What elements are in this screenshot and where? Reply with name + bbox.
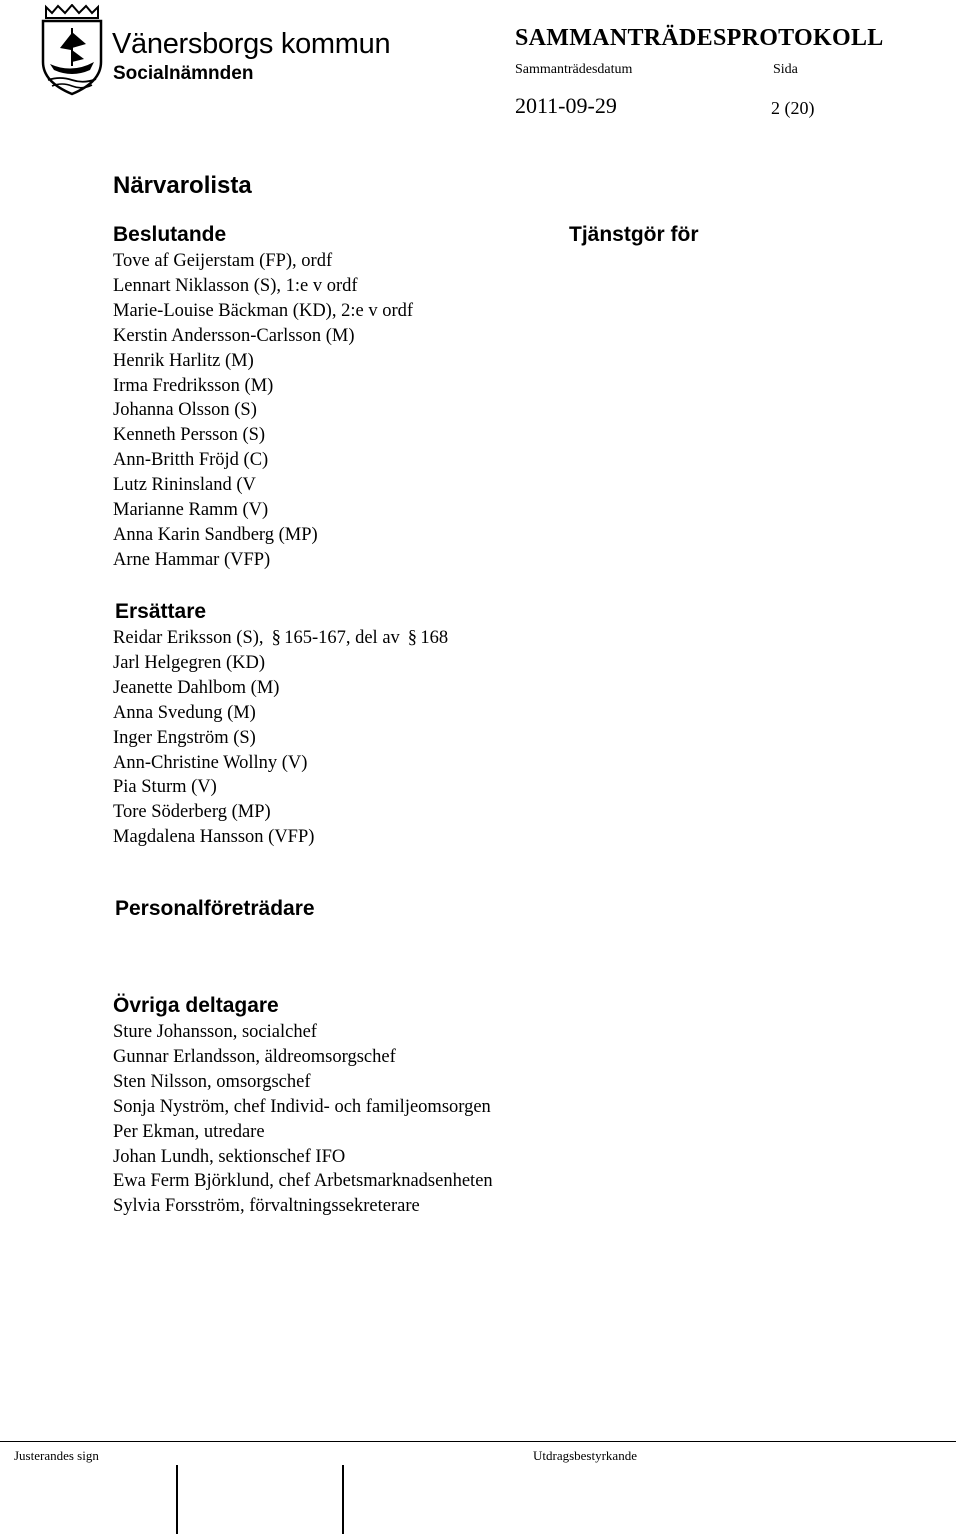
list-item: Per Ekman, utredare xyxy=(113,1121,265,1142)
list-item: Magdalena Hansson (VFP) xyxy=(113,827,315,848)
ersattare-list xyxy=(113,626,448,850)
justerandes-sign-label: Justerandes sign xyxy=(14,1448,99,1463)
list-item: Kenneth Persson (S) xyxy=(113,425,266,446)
list-item: Irma Fredriksson (M) xyxy=(113,375,274,396)
meeting-date-label: Sammanträdesdatum xyxy=(515,62,633,77)
paragraph-item: 168 xyxy=(420,628,449,648)
list-item: Johan Lundh, sektionschef IFO xyxy=(113,1146,346,1167)
paragraph-range: 165-167, del av xyxy=(284,628,400,648)
meeting-date: 2011-09-29 xyxy=(515,93,617,118)
footer-divider xyxy=(0,1441,956,1442)
page-label: Sida xyxy=(773,62,798,77)
list-item: Jeanette Dahlbom (M) xyxy=(113,677,280,698)
list-item: Lutz Rininsland (V xyxy=(113,475,256,496)
list-item: Ann-Britth Fröjd (C) xyxy=(113,450,269,471)
list-item: Tove af Geijerstam (FP), ordf xyxy=(113,251,333,271)
document-type-title: SAMMANTRÄDESPROTOKOLL xyxy=(515,25,884,51)
personal-heading: Personalföreträdare xyxy=(115,897,315,920)
ovriga-list xyxy=(113,1020,493,1219)
list-item: Sture Johansson, socialchef xyxy=(113,1022,317,1042)
list-item: Ann-Christine Wollny (V) xyxy=(113,752,308,773)
list-item: Gunnar Erlandsson, äldreomsorgschef xyxy=(113,1046,396,1067)
list-item: Marianne Ramm (V) xyxy=(113,500,269,521)
list-item: Henrik Harlitz (M) xyxy=(113,350,254,371)
list-item: Sylvia Forsström, förvaltningssekreterare xyxy=(113,1196,420,1217)
list-item: Tore Söderberg (MP) xyxy=(113,802,271,823)
ersattare-name: Reidar Eriksson (S), xyxy=(113,628,264,648)
beslutande-heading: Beslutande xyxy=(113,223,227,246)
page-title: Närvarolista xyxy=(113,172,252,199)
list-item xyxy=(113,626,448,651)
list-item: Anna Karin Sandberg (MP) xyxy=(113,524,318,545)
list-item: Marie-Louise Bäckman (KD), 2:e v ordf xyxy=(113,300,414,321)
list-item: Johanna Olsson (S) xyxy=(113,400,257,421)
list-item: Sten Nilsson, omsorgschef xyxy=(113,1071,311,1092)
list-item: Anna Svedung (M) xyxy=(113,702,256,723)
list-item: Arne Hammar (VFP) xyxy=(113,549,271,570)
signature-box-divider xyxy=(342,1465,344,1534)
list-item: Pia Sturm (V) xyxy=(113,777,217,798)
ovriga-heading: Övriga deltagare xyxy=(113,994,279,1017)
list-item: Kerstin Andersson-Carlsson (M) xyxy=(113,325,355,346)
organization-name: Vänersborgs kommun xyxy=(112,28,391,60)
beslutande-list xyxy=(113,249,413,573)
section-mark: § xyxy=(271,628,281,648)
signature-box-divider xyxy=(176,1465,178,1534)
page-number: 2 (20) xyxy=(771,98,815,118)
list-item: Jarl Helgegren (KD) xyxy=(113,652,266,673)
list-item: Ewa Ferm Björklund, chef Arbetsmarknadsenheten xyxy=(113,1171,493,1192)
section-mark: § xyxy=(407,628,418,648)
utdragsbestyrkande-label: Utdragsbestyrkande xyxy=(533,1448,637,1463)
list-item: Inger Engström (S) xyxy=(113,727,256,748)
ship-shield-icon xyxy=(38,4,106,96)
list-item: Lennart Niklasson (S), 1:e v ordf xyxy=(113,275,358,296)
tjanstgor-for-heading: Tjänstgör för xyxy=(569,223,699,246)
department-name: Socialnämnden xyxy=(113,63,254,84)
ersattare-heading: Ersättare xyxy=(115,600,207,623)
list-item: Sonja Nyström, chef Individ- och familjeomsorgen xyxy=(113,1096,491,1117)
